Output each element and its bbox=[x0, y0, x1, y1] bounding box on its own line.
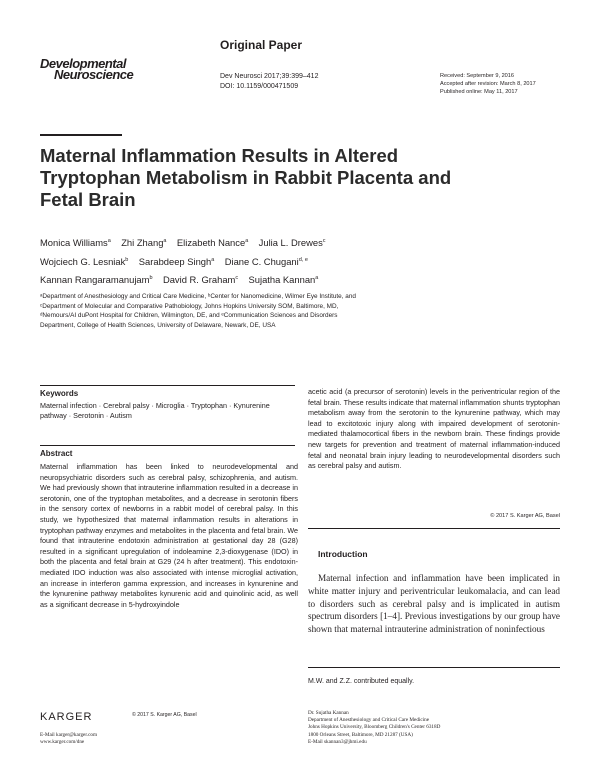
affiliation-line: ᶜDepartment of Molecular and Comparative Pathobiology, Johns Hopkins University SOM, Baltimore, MD, bbox=[40, 302, 339, 310]
published-date: Published online: May 11, 2017 bbox=[440, 89, 518, 95]
affiliation-line: Department, College of Health Sciences, University of Delaware, Newark, DE, USA bbox=[40, 321, 276, 329]
journal-logo-line2: Neuroscience bbox=[54, 67, 134, 82]
journal-logo-line1: Developmental bbox=[40, 56, 126, 71]
keywords-divider bbox=[40, 385, 295, 386]
publisher-logo: KARGER bbox=[40, 711, 93, 723]
publisher-copyright: © 2017 S. Karger AG, Basel bbox=[132, 712, 197, 718]
publication-dates bbox=[440, 72, 536, 96]
author[interactable]: David R. Graham$^c$ bbox=[162, 274, 239, 286]
correspondence-dept: Department of Anesthesiology and Critical Care Medicine bbox=[308, 717, 430, 724]
correspondence-name: Dr. Sujatha Kannan bbox=[308, 710, 349, 716]
affiliation-line: ᵈNemours/AI duPont Hospital for Children, Wilmington, DE, and ᵉCommunication Sciences and Disorders bbox=[40, 312, 338, 320]
journal-logo bbox=[40, 58, 133, 80]
author[interactable]: Monica Williams$^a$ bbox=[40, 237, 111, 249]
footnote-divider bbox=[308, 667, 560, 668]
author[interactable]: Elizabeth Nance$^a$ bbox=[176, 237, 249, 249]
publisher-email[interactable]: E-Mail karger@karger.com bbox=[40, 732, 98, 738]
author[interactable]: Diane C. Chugani$^{d, e}$ bbox=[224, 255, 308, 267]
introduction-divider bbox=[308, 528, 560, 529]
author[interactable]: Julia L. Drewes$^c$ bbox=[258, 237, 326, 249]
abstract-text-right: acetic acid (a precursor of serotonin) levels in the periventricular region of the fetal brain. These results indicate that maternal inflammation shunts tryptophan metabolism away from the serotonin to the kynurenine pathway, which may lead to excitotoxic injury along with impaired development of serotonin-mediated thalamocortical fibers in the newborn brain. These findings provide new targets for prevention and treatment of maternal inflammation-induced fetal and neonatal brain injury leading to neurodevelopmental disorders such as cerebral palsy and autism. bbox=[308, 387, 560, 471]
keywords-heading: Keywords bbox=[40, 389, 79, 398]
correspondence-address: 1800 Orleans Street, Baltimore, MD 21287 (USA) bbox=[308, 731, 413, 738]
author[interactable]: Sarabdeep Singh$^a$ bbox=[138, 255, 215, 267]
author-list bbox=[40, 233, 510, 289]
title-divider bbox=[40, 134, 122, 136]
received-date: Received: September 9, 2016 bbox=[440, 73, 515, 79]
affiliations bbox=[40, 292, 480, 330]
abstract-heading: Abstract bbox=[40, 449, 73, 458]
correspondence-institution: Johns Hopkins University, Bloomberg Children's Center 6318D bbox=[308, 724, 441, 731]
keywords-text: Maternal infection · Cerebral palsy · Microglia · Tryptophan · Kynurenine pathway · Serotonin · Autism bbox=[40, 401, 270, 421]
affiliation-line: ᵃDepartment of Anesthesiology and Critical Care Medicine, ᵇCenter for Nanomedicine, Wilmer Eye Institute, and bbox=[40, 293, 356, 300]
abstract-copyright: © 2017 S. Karger AG, Basel bbox=[490, 513, 560, 519]
author[interactable]: Sujatha Kannan$^a$ bbox=[248, 274, 319, 286]
introduction-text bbox=[308, 572, 560, 636]
contribution-note: M.W. and Z.Z. contributed equally. bbox=[308, 678, 415, 685]
accepted-date: Accepted after revision: March 8, 2017 bbox=[440, 81, 536, 87]
abstract-divider bbox=[40, 445, 295, 446]
article-type-label: Original Paper bbox=[220, 38, 303, 52]
introduction-paragraph: Maternal infection and inflammation have been implicated in white matter injury and periventricular leukomalacia, and can lead to disorders such as cerebral palsy and is implicated in autism spectrum disorders [1–4]. Previous investigations by our group have shown that maternal intrauterine administration of noninfectious bbox=[308, 573, 560, 635]
author[interactable]: Kannan Rangaramanujam$^b$ bbox=[40, 274, 153, 286]
introduction-heading: Introduction bbox=[318, 549, 368, 559]
author[interactable]: Zhi Zhang$^a$ bbox=[121, 237, 167, 249]
author[interactable]: Wojciech G. Lesniak$^b$ bbox=[40, 255, 129, 267]
doi-link[interactable]: DOI: 10.1159/000471509 bbox=[220, 83, 299, 90]
correspondence-email[interactable]: E-Mail skannan3@jhmi.edu bbox=[308, 738, 367, 745]
correspondence-block bbox=[308, 710, 440, 746]
publisher-contact bbox=[40, 732, 97, 747]
abstract-text-left: Maternal inflammation has been linked to neurodevelopmental and neuropsychiatric disorders such as cerebral palsy, schizophrenia, and autism. We had previously shown that intrauterine inflammation resulted in a decrease in serotonin, one of the tryptophan metabolites, and a decrease in serotonin fibers in the sensory cortex of newborns in a rabbit model of cerebral palsy. In this study, we hypothesized that maternal inflammation results in alterations in tryptophan pathway enzymes and metabolites in the placenta and fetal brain. We found that intrauterine endotoxin administration at gestational day 28 (G28) resulted in a significant upregulation of indoleamine 2,3-dioxygenase (IDO) in both the placenta and fetal brain at G29 (24 h after treatment). This endotoxin-mediated IDO induction was also associated with intense microglial activation, an increase in interferon gamma expression, and increases in kynurenine and the kynurenine pathway metabolites kynurenic acid and quinolinic acid, as well as a significant decrease in 5-hydroxyindole bbox=[40, 462, 298, 609]
publisher-website[interactable]: www.karger.com/dne bbox=[40, 739, 85, 746]
article-title: Maternal Inflammation Results in Altered Tryptophan Metabolism in Rabbit Placenta and Fetal Brain bbox=[40, 145, 452, 210]
citation: Dev Neurosci 2017;39:399–412 bbox=[220, 73, 319, 80]
citation-block bbox=[220, 72, 318, 92]
